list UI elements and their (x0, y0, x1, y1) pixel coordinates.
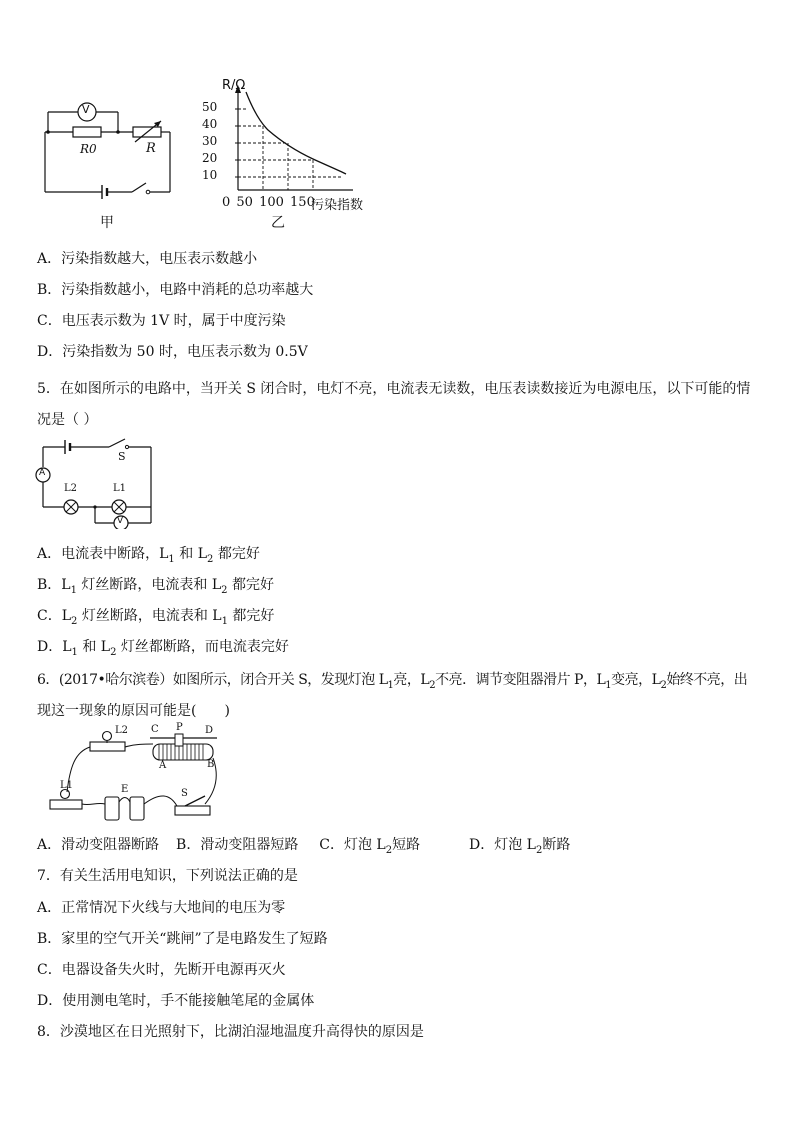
q6-option-b: B．滑动变阻器短路 (176, 837, 299, 853)
x-axis-label: 污染指数 (311, 198, 364, 213)
q6-option-a: A．滑动变阻器断路 (37, 837, 160, 853)
q6-p-label: P (176, 722, 183, 733)
battery-1 (105, 797, 119, 820)
q6-options-row (37, 835, 570, 861)
q5-voltmeter-label: V (117, 516, 124, 526)
figure-yi-caption: 乙 (271, 215, 285, 231)
q6-d-label: D (205, 725, 214, 736)
slider-p (175, 734, 183, 746)
q4-option-a: A．污染指数越大，电压表示数越小 (37, 251, 258, 267)
q6-l1-label: L1 (60, 780, 74, 791)
voltmeter-label: V (82, 103, 90, 116)
dashed-guides (238, 109, 341, 190)
q7-stem: 7．有关生活用电知识，下列说法正确的是 (37, 868, 298, 884)
q5-l1-label: L1 (113, 483, 127, 494)
figure-yi-graph (198, 80, 388, 220)
q6-option-c: C．灯泡 $L_2$短路 (319, 837, 421, 856)
y-tick-40: 40 (202, 117, 218, 131)
q5-ammeter-label: A (39, 468, 46, 478)
q6-stem-line1: 6．(2017•哈尔滨卷）如图所示，闭合开关 S，发现灯泡 $L_1$亮，$L_2$不亮．调节变阻器滑片 P，$L_1$变亮，$L_2$始终不亮，出 (37, 672, 748, 691)
q7-option-b: B．家里的空气开关“跳闸”了是电路发生了短路 (37, 931, 328, 947)
r-curve (246, 92, 346, 174)
q7-option-a: A．正常情况下火线与大地间的电压为零 (37, 900, 286, 916)
q6-l2-label: L2 (115, 725, 129, 736)
q5-circuit-figure (33, 437, 158, 529)
y-axis-label: R/Ω (222, 78, 246, 93)
y-tick-30: 30 (202, 134, 218, 148)
q5-option-c: C．$L_2$ 灯丝断路，电流表和 $L_1$ 都完好 (37, 608, 275, 627)
q4-option-c: C．电压表示数为 1V 时，属于中度污染 (37, 313, 286, 329)
q6-b-label: B (207, 759, 215, 770)
q8-stem: 8．沙漠地区在日光照射下，比湖泊湿地温度升高得快的原因是 (37, 1024, 424, 1040)
q6-stem-line2: 现这一现象的原因可能是( ) (37, 703, 230, 719)
figure-jia-circuit (40, 95, 180, 205)
q4-option-d: D．污染指数为 50 时，电压表示数为 0.5V (37, 344, 308, 360)
l2-board (90, 742, 125, 751)
q5-option-d: D．$L_1$ 和 $L_2$ 灯丝都断路，而电流表完好 (37, 639, 289, 658)
x-tick-labels: 0 50 100 150 (222, 195, 315, 210)
y-tick-50: 50 (202, 100, 218, 114)
q6-c-label: C (151, 724, 159, 735)
q7-option-d: D．使用测电笔时，手不能接触笔尾的金属体 (37, 993, 315, 1009)
q6-option-d: D．灯泡 $L_2$断路 (468, 837, 571, 856)
y-tick-20: 20 (202, 151, 218, 165)
l2-bulb (103, 732, 112, 741)
figure-jia-caption: 甲 (100, 215, 114, 231)
y-tick-10: 10 (202, 168, 218, 182)
r-label: R (146, 141, 156, 156)
q5-l2-label: L2 (64, 483, 78, 494)
q6-s-label: S (181, 788, 188, 799)
r0-label: R0 (80, 142, 97, 156)
q5-stem-line2: 况是（ ） (37, 412, 98, 428)
switch-lever (185, 796, 205, 806)
r0-resistor (73, 127, 101, 137)
q6-circuit-figure (45, 722, 235, 827)
q4-option-b: B．污染指数越小，电路中消耗的总功率越大 (37, 282, 314, 298)
q5-switch-label: S (118, 450, 126, 463)
l1-board (50, 800, 82, 809)
q6-a-label: A (159, 760, 167, 771)
q5-option-a: A．电流表中断路，$L_1$ 和 $L_2$ 都完好 (37, 546, 260, 565)
battery-2 (130, 797, 144, 820)
q5-option-b: B．$L_1$ 灯丝断路，电流表和 $L_2$ 都完好 (37, 577, 274, 596)
q5-stem-line1: 5．在如图所示的电路中，当开关 S 闭合时，电灯不亮，电流表无读数，电压表读数接近为电源电压，以下可能的情 (37, 381, 751, 397)
switch-board (175, 806, 210, 815)
q7-option-c: C．电器设备失火时，先断开电源再灭火 (37, 962, 286, 978)
q6-e-label: E (121, 784, 129, 795)
